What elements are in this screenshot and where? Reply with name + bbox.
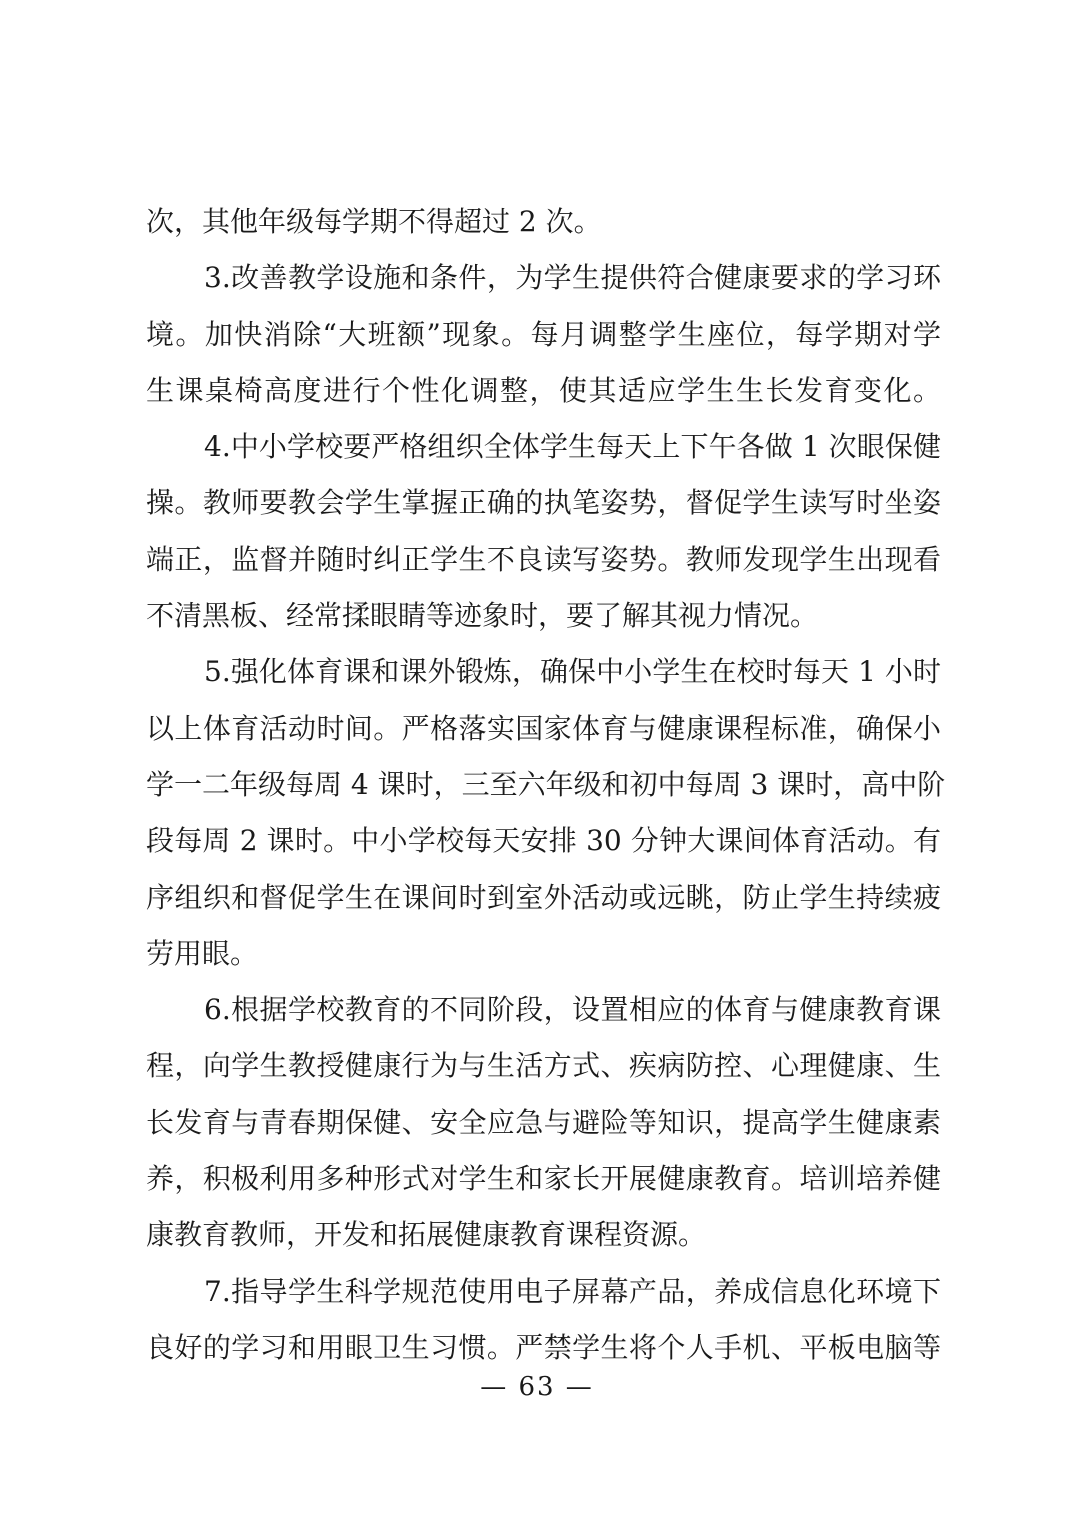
- text-line: 不清黑板、经常揉眼睛等迹象时，要了解其视力情况。: [146, 599, 819, 633]
- text-line: 5.强化体育课和课外锻炼，确保中小学生在校时每天 1 小时: [204, 655, 941, 689]
- body-text: [146, 194, 946, 1376]
- text-line: 序组织和督促学生在课间时到室外活动或远眺，防止学生持续疲: [146, 880, 941, 914]
- text-line: 6.根据学校教育的不同阶段，设置相应的体育与健康教育课: [204, 993, 941, 1027]
- text-line: 学一二年级每周 4 课时，三至六年级和初中每周 3 课时，高中阶: [146, 767, 946, 801]
- text-line: 养，积极利用多种形式对学生和家长开展健康教育。培训培养健: [146, 1162, 941, 1196]
- text-line: 以上体育活动时间。严格落实国家体育与健康课程标准，确保小: [146, 711, 941, 745]
- text-line: 次，其他年级每学期不得超过 2 次。: [146, 205, 602, 238]
- text-line: 3.改善教学设施和条件，为学生提供符合健康要求的学习环: [204, 261, 941, 295]
- text-line: 操。教师要教会学生掌握正确的执笔姿势，督促学生读写时坐姿: [146, 486, 941, 520]
- text-line: 劳用眼。: [146, 936, 259, 970]
- text-line: 7.指导学生科学规范使用电子屏幕产品，养成信息化环境下: [204, 1274, 941, 1308]
- text-line: 良好的学习和用眼卫生习惯。严禁学生将个人手机、平板电脑等: [146, 1330, 941, 1364]
- text-line: 4.中小学校要严格组织全体学生每天上下午各做 1 次眼保健: [204, 430, 941, 464]
- text-line: 康教育教师，开发和拓展健康教育课程资源。: [146, 1218, 707, 1252]
- text-line: 生课桌椅高度进行个性化调整，使其适应学生生长发育变化。: [146, 373, 941, 407]
- text-line: 端正，监督并随时纠正学生不良读写姿势。教师发现学生出现看: [146, 542, 941, 576]
- text-line: 程，向学生教授健康行为与生活方式、疾病防控、心理健康、生: [146, 1049, 941, 1083]
- text-line: 境。加快消除“大班额”现象。每月调整学生座位，每学期对学: [146, 317, 941, 351]
- text-line: 长发育与青春期保健、安全应急与避险等知识，提高学生健康素: [146, 1105, 941, 1139]
- page-number: — 63 —: [480, 1372, 594, 1402]
- text-line: 段每周 2 课时。中小学校每天安排 30 分钟大课间体育活动。有: [146, 824, 941, 858]
